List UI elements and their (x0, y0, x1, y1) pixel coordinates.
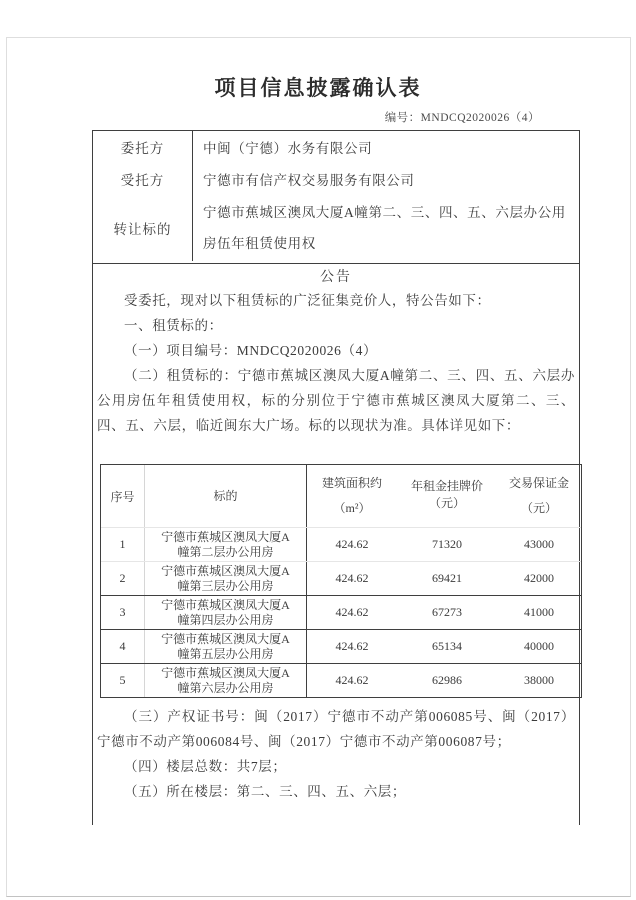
paragraph-lease-subject: （二）租赁标的：宁德市蕉城区澳凤大厦A幢第二、三、四、五、六层办公用房伍年租赁使用权，标的分别位于宁德市蕉城区澳凤大厦第二、三、四、五、六层，临近闽东大广场。标的以现状为准。具体详见如下： (97, 368, 575, 433)
table-row (101, 528, 581, 562)
document-number: 编号：MNDCQ2020026（4） (384, 112, 540, 124)
cell-subject: 宁德市蕉城区澳凤大厦A幢第二层办公用房 (145, 528, 307, 561)
paragraph-project-number: （一）项目编号：MNDCQ2020026（4） (124, 343, 378, 358)
lots-table (100, 464, 582, 698)
cell-seq: 5 (101, 664, 145, 697)
transfer-subject-value: 宁德市蕉城区澳凤大厦A幢第二、三、四、五、六层办公用房伍年租赁使用权 (203, 205, 566, 251)
cell-rent: 62986 (432, 673, 462, 687)
header-deposit (497, 465, 581, 527)
cell-rent: 67273 (432, 605, 462, 619)
cell-subject: 宁德市蕉城区澳凤大厦A幢第六层办公用房 (145, 664, 307, 697)
cell-area: 424.62 (335, 673, 369, 687)
announcement-title: 公告 (320, 270, 352, 285)
parties-section (93, 131, 579, 264)
header-subject: 标的 (145, 465, 307, 527)
note-located-floors: （五）所在楼层：第二、三、四、五、六层； (124, 784, 406, 799)
cell-deposit: 43000 (524, 537, 554, 551)
table-row (101, 664, 581, 697)
cell-deposit: 42000 (524, 571, 554, 585)
transfer-subject-label: 转让标的 (93, 195, 193, 261)
notes-section (97, 704, 575, 804)
consignor-label: 委托方 (93, 131, 193, 163)
table-row (101, 596, 581, 630)
table-row (101, 630, 581, 664)
header-area-line2: （m²） (333, 501, 371, 515)
cell-subject: 宁德市蕉城区澳凤大厦A幢第五层办公用房 (145, 630, 307, 663)
table-row (101, 562, 581, 596)
cell-rent: 65134 (432, 639, 462, 653)
note-total-floors: （四）楼层总数：共7层； (124, 759, 287, 774)
cell-deposit: 38000 (524, 673, 554, 687)
cell-deposit: 40000 (524, 639, 554, 653)
announcement-body (97, 288, 575, 464)
cell-seq: 3 (101, 596, 145, 629)
cell-area: 424.62 (335, 537, 369, 551)
page-title: 项目信息披露确认表 (214, 77, 422, 100)
cell-area: 424.62 (335, 605, 369, 619)
note-property-certificates: （三）产权证书号：闽（2017）宁德市不动产第006085号、闽（2017）宁德市不动产第006084号、闽（2017）宁德市不动产第006087号； (97, 709, 575, 749)
announcement-section (93, 267, 579, 804)
header-rent: 年租金挂牌价（元） (410, 479, 483, 510)
cell-deposit: 41000 (524, 605, 554, 619)
cell-rent: 71320 (432, 537, 462, 551)
lots-table-header (101, 465, 581, 528)
header-area (307, 465, 397, 527)
cell-subject: 宁德市蕉城区澳凤大厦A幢第四层办公用房 (145, 596, 307, 629)
header-seq: 序号 (101, 465, 145, 527)
disclosure-form-table (92, 130, 580, 825)
trustee-value: 宁德市有信产权交易服务有限公司 (203, 173, 415, 188)
cell-area: 424.62 (335, 639, 369, 653)
paragraph-section-1: 一、租赁标的： (124, 318, 223, 333)
consignor-value: 中闽（宁德）水务有限公司 (203, 141, 373, 156)
cell-seq: 4 (101, 630, 145, 663)
trustee-label: 受托方 (93, 163, 193, 195)
paragraph-intro: 受委托，现对以下租赁标的广泛征集竞价人，特公告如下： (124, 293, 491, 308)
cell-seq: 2 (101, 562, 145, 595)
cell-seq: 1 (101, 528, 145, 561)
cell-subject: 宁德市蕉城区澳凤大厦A幢第三层办公用房 (145, 562, 307, 595)
cell-area: 424.62 (335, 571, 369, 585)
cell-rent: 69421 (432, 571, 462, 585)
header-deposit-line1: 交易保证金 (508, 476, 569, 490)
header-area-line1: 建筑面积约 (321, 476, 382, 490)
header-deposit-line2: （元） (520, 501, 557, 515)
